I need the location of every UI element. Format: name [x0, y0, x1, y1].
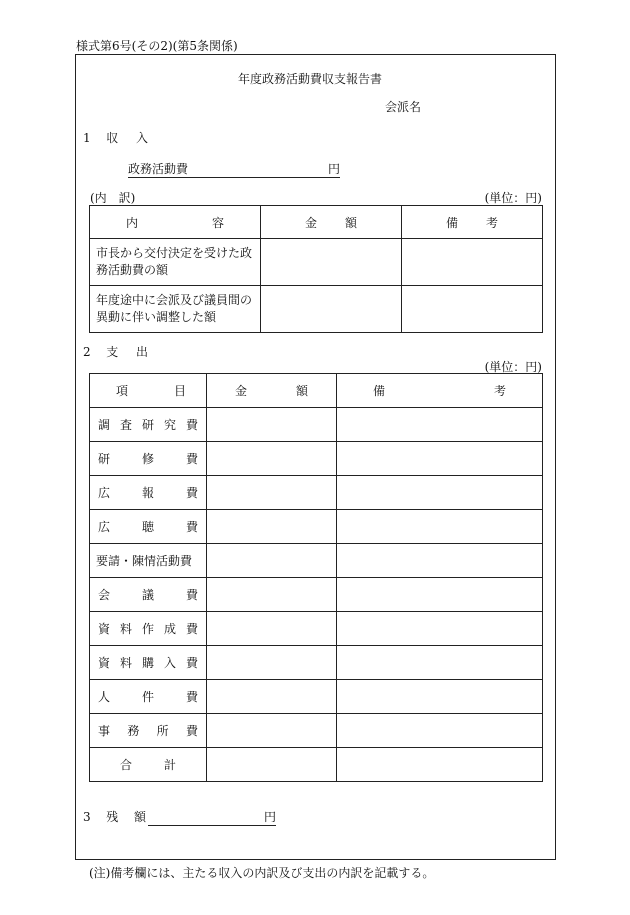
balance-heading-char: 額	[133, 810, 146, 824]
income-amount-line	[128, 160, 340, 178]
faction-name-label: 会派名	[385, 100, 422, 114]
expense-amount-cell[interactable]	[207, 510, 337, 544]
expense-unit-label: (単位：円)	[484, 360, 542, 374]
footnote: (注)備考欄には、主たる収入の内訳及び支出の内訳を記載する。	[89, 866, 435, 880]
expense-item-label: 要請・陳情活動費	[90, 544, 207, 578]
expense-row	[90, 442, 543, 476]
income-table	[89, 205, 543, 333]
expense-item-label: 会 議 費	[90, 578, 207, 612]
income-breakdown-label: (内 訳)	[90, 191, 136, 205]
expense-amount-cell[interactable]	[207, 646, 337, 680]
income-remarks-cell[interactable]	[402, 239, 543, 286]
expense-row	[90, 578, 543, 612]
income-amount-cell[interactable]	[261, 286, 402, 333]
expense-remarks-cell[interactable]	[337, 578, 543, 612]
expense-total-row	[90, 748, 543, 782]
income-row	[90, 239, 543, 286]
expense-item-label: 事 務 所 費	[90, 714, 207, 748]
form-title: 年度政務活動費収支報告書	[238, 72, 383, 86]
expense-row	[90, 544, 543, 578]
income-col-header: 金 額	[261, 206, 402, 239]
income-row	[90, 286, 543, 333]
expense-remarks-cell[interactable]	[337, 476, 543, 510]
income-heading-number: 1	[83, 131, 91, 145]
expense-amount-cell[interactable]	[207, 442, 337, 476]
income-heading-char: 入	[135, 131, 148, 145]
expense-item-label: 広 聴 費	[90, 510, 207, 544]
form-number: 様式第6号(その2)(第5条関係)	[76, 39, 238, 53]
expense-col-header: 項 目	[90, 374, 207, 408]
expense-col-header: 備 考	[337, 374, 543, 408]
expense-row	[90, 612, 543, 646]
expense-item-label: 資 料 購 入 費	[90, 646, 207, 680]
income-content-cell: 年度途中に会派及び議員間の異動に伴い調整した額	[90, 286, 261, 333]
expense-remarks-cell[interactable]	[337, 612, 543, 646]
income-heading-char: 収	[106, 131, 119, 145]
income-remarks-cell[interactable]	[402, 286, 543, 333]
income-amount-label: 政務活動費	[128, 162, 189, 176]
expense-row	[90, 510, 543, 544]
balance-heading-char: 残	[106, 810, 119, 824]
balance-amount-line	[148, 808, 276, 826]
income-col-header: 備 考	[402, 206, 543, 239]
expense-item-label: 調 査 研 究 費	[90, 408, 207, 442]
income-col-header: 内 容	[90, 206, 261, 239]
expense-item-label: 研 修 費	[90, 442, 207, 476]
expense-remarks-cell[interactable]	[337, 544, 543, 578]
expense-row	[90, 680, 543, 714]
balance-heading-number: 3	[83, 810, 91, 824]
income-content-cell: 市長から交付決定を受けた政務活動費の額	[90, 239, 261, 286]
expense-col-header: 金 額	[207, 374, 337, 408]
balance-yen-unit: 円	[263, 810, 276, 824]
expense-amount-cell[interactable]	[207, 408, 337, 442]
expense-row	[90, 714, 543, 748]
income-yen-unit: 円	[327, 162, 340, 176]
balance-heading	[83, 808, 146, 825]
expense-total-amount-cell[interactable]	[207, 748, 337, 782]
income-amount-cell[interactable]	[261, 239, 402, 286]
expense-amount-cell[interactable]	[207, 680, 337, 714]
expense-item-label: 広 報 費	[90, 476, 207, 510]
expense-amount-cell[interactable]	[207, 476, 337, 510]
expense-amount-cell[interactable]	[207, 612, 337, 646]
expense-table	[89, 373, 543, 782]
income-heading	[83, 129, 148, 146]
expense-total-remarks-cell[interactable]	[337, 748, 543, 782]
expense-remarks-cell[interactable]	[337, 442, 543, 476]
expense-heading-char: 支	[106, 345, 119, 359]
expense-remarks-cell[interactable]	[337, 680, 543, 714]
expense-remarks-cell[interactable]	[337, 408, 543, 442]
expense-item-label: 資 料 作 成 費	[90, 612, 207, 646]
expense-row	[90, 476, 543, 510]
expense-remarks-cell[interactable]	[337, 646, 543, 680]
expense-row	[90, 408, 543, 442]
expense-heading-number: 2	[83, 345, 91, 359]
expense-heading-char: 出	[135, 345, 148, 359]
expense-total-label: 合 計	[90, 748, 207, 782]
expense-amount-cell[interactable]	[207, 544, 337, 578]
expense-remarks-cell[interactable]	[337, 714, 543, 748]
expense-heading	[83, 343, 148, 360]
expense-amount-cell[interactable]	[207, 578, 337, 612]
expense-item-label: 人 件 費	[90, 680, 207, 714]
expense-remarks-cell[interactable]	[337, 510, 543, 544]
expense-amount-cell[interactable]	[207, 714, 337, 748]
income-unit-label: (単位：円)	[484, 191, 542, 205]
expense-row	[90, 646, 543, 680]
